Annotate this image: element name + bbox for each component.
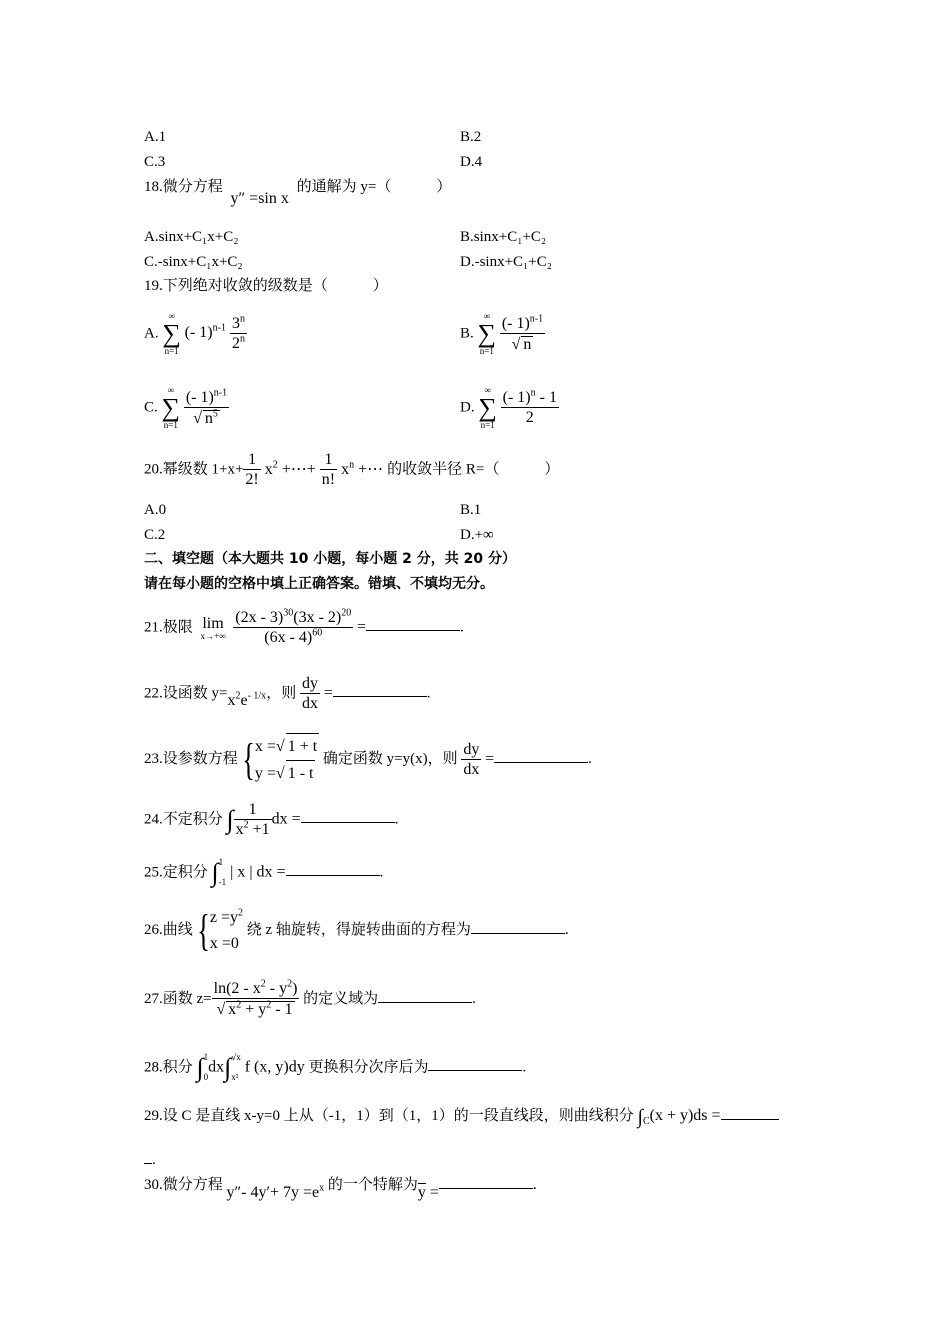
q24-label: 24.不定积分: [144, 811, 223, 828]
integral-sign: ∫: [211, 857, 219, 887]
q26-tail: 绕 z 轴旋转，得旋转曲面的方程为: [246, 922, 471, 939]
q28-formula: f (x, y)dy: [240, 1058, 305, 1076]
q25: 25.定积分 ∫1 -1 | x | dx = .: [144, 857, 384, 887]
q19-option-c: [144, 386, 229, 430]
integral-sign: ∫: [196, 1052, 204, 1082]
q18-equation: y″ =sin x: [230, 190, 289, 207]
q18-option-d: D.-sinx+C₁+C₂: [460, 254, 552, 270]
q21-label: 21.极限: [144, 619, 193, 636]
integral-sign: ∫: [637, 1105, 643, 1128]
q20-label: 20.幂级数 1+x+: [144, 461, 244, 478]
dy-dx: $\frac{dy}{dx}$: [301, 675, 318, 712]
q18-stem: [144, 179, 452, 207]
q22-mid: ，则: [266, 685, 297, 702]
q20-option-a: A.0: [144, 502, 167, 518]
q19-option-b: [460, 312, 545, 356]
integral-sign: ∫: [226, 805, 234, 834]
q20-stem: [144, 452, 559, 488]
q17-option-c: C.3: [144, 154, 166, 170]
q27-formula: $\frac{\ln(2 - x^2 - y^2)}{√ x^2 + y^2 - 1}$: [213, 978, 298, 1018]
sum-sign: ∞ ∑ n=1: [478, 385, 497, 430]
q23-system: x =√ 1 + t y =√ 1 - t: [255, 733, 319, 786]
q18-option-a: A.sinx+C₁x+C₂: [144, 229, 239, 245]
q23: 23.设参数方程{x =√ 1 + t y =√ 1 - t 确定函数 y=y(x)，则 $\frac{dy}{dx}$ = .: [144, 733, 592, 786]
q17-option-b: B.2: [460, 129, 482, 145]
q29-continuation: .: [144, 1150, 156, 1168]
q18-option-b: B.sinx+C₁+C₂: [460, 229, 547, 245]
q19-option-b-label: B.: [460, 325, 474, 342]
q25-answer-blank[interactable]: [286, 862, 380, 876]
q23-mid: 确定函数 y=y(x)，则: [322, 751, 458, 768]
q26: 26.曲线{$z =y^2$ x =0 绕 z 轴旋转，得旋转曲面的方程为 .: [144, 905, 569, 955]
q29-formula: (x + y)ds =: [649, 1107, 721, 1124]
q28: 28.积分 ∫1 0dx∫√x x² f (x, y)dy 更换积分次序后为 .: [144, 1052, 527, 1082]
q23-answer-blank[interactable]: [494, 749, 588, 763]
q29-answer-blank[interactable]: [721, 1106, 779, 1120]
q30-formula: y″- $4y'+ 7y =e^x$: [226, 1182, 325, 1201]
q30-tail: 的一个特解为: [327, 1177, 418, 1193]
q17-option-d: D.4: [460, 154, 483, 170]
q20-tail: 的收敛半径 R=（ ）: [387, 461, 560, 478]
q27-label: 27.函数 z=: [144, 990, 212, 1007]
q30-label: 30.微分方程: [144, 1177, 223, 1193]
q23-label: 23.设参数方程: [144, 751, 238, 768]
sum-sign: ∞ ∑ n=1: [477, 311, 497, 356]
q24-answer-blank[interactable]: [301, 809, 395, 823]
q18-option-c: C.-sinx+C₁x+C₂: [144, 254, 243, 270]
q19-option-c-label: C.: [144, 399, 158, 416]
q22-formula: $x^2e^{- 1/x}$: [227, 691, 267, 710]
q30: 30.微分方程 y″- $4y'+ 7y =e^x$ 的一个特解为$\overline{y}$ = .: [144, 1177, 537, 1201]
section-instructions: 请在每小题的空格中填上正确答案。错填、不填均无分。: [144, 576, 494, 592]
q19-option-d-label: D.: [460, 399, 475, 416]
q20-option-d: D.+∞: [460, 527, 494, 543]
q20-formula: $\frac{1}{2!}$ $x^2$ +⋯+ $\frac{1}{n!}$ $x^n$ +⋯: [245, 451, 388, 488]
q18-label: 18.微分方程: [144, 179, 223, 195]
q18-tail: 的通解为 y=（ ）: [296, 179, 452, 195]
q20-option-b: B.1: [460, 502, 482, 518]
q24-formula: $\frac{1}{x^2 +1}$: [235, 801, 270, 838]
q21-answer-blank[interactable]: [366, 617, 460, 631]
q20-option-c: C.2: [144, 527, 166, 543]
q30-answer-blank[interactable]: [439, 1175, 533, 1189]
q25-label: 25.定积分: [144, 864, 208, 881]
q26-answer-blank[interactable]: [471, 920, 565, 934]
q29-label: 29.设 C 是直线 x-y=0 上从（-1，1）到（1，1）的一段直线段，则曲线积分: [144, 1108, 634, 1124]
integral-sign: ∫: [224, 1052, 232, 1082]
dy-dx: $\frac{dy}{dx}$: [463, 740, 480, 778]
lim-sign: lim x→+∞: [200, 614, 226, 641]
q29-answer-blank-cont[interactable]: [144, 1150, 152, 1164]
q22: 22.设函数 $y=x^2e^{- 1/x}$，则 $\frac{dy}{dx}$ = .: [144, 675, 431, 712]
q19-c-formula: $\frac{(- 1)^{n-1}}{√ n^5}$: [185, 387, 228, 427]
q19-b-formula: $\frac{(- 1)^{n-1}}{√ n}$: [501, 313, 544, 353]
q29: 29.设 C 是直线 x-y=0 上从（-1，1）到（1，1）的一段直线段，则曲线积分 $\int_C(x + y)ds$ =: [144, 1106, 779, 1127]
section-title: 二、填空题（本大题共 10 小题，每小题 2 分，共 20 分）: [144, 551, 516, 567]
q25-formula: | x | dx =: [226, 863, 286, 881]
q28-label: 28.积分: [144, 1059, 193, 1076]
q28-tail: 更换积分次序后为: [308, 1059, 429, 1076]
q27-answer-blank[interactable]: [378, 989, 472, 1003]
q24: 24.不定积分 ∫ $\frac{1}{x^2 +1}$ dx = .: [144, 801, 399, 838]
q19-d-formula: $\frac{(- 1)^n - 1}{2}$: [502, 387, 557, 426]
q22-answer-blank[interactable]: [333, 683, 427, 697]
brace: {: [241, 734, 255, 784]
q22-label: 22.设函数 y=: [144, 685, 228, 702]
q19-stem: 19.下列绝对收敛的级数是（ ）: [144, 278, 388, 294]
sum-sign: ∞ ∑ n=1: [161, 385, 181, 430]
q27-tail: 的定义域为: [303, 990, 379, 1007]
sum-sign: ∞ ∑ n=1: [162, 311, 181, 356]
q17-option-a: A.1: [144, 129, 167, 145]
q26-system: $z =y^2$ x =0: [209, 907, 244, 952]
brace: {: [196, 905, 210, 955]
q19-option-a-label: A.: [144, 325, 159, 342]
q26-label: 26.曲线: [144, 922, 193, 939]
q28-answer-blank[interactable]: [428, 1057, 522, 1071]
q19-a-formula: (- 1)$^{n-1}$ $\frac{3^n}{2^n}$: [184, 313, 245, 352]
q27: 27.函数 z= $\frac{\ln(2 - x^2 - y^2)}{√ x^2 + y^2 - 1}$ 的定义域为 .: [144, 978, 476, 1018]
q19-option-d: [460, 386, 559, 430]
q19-option-a: [144, 312, 247, 356]
q21-formula: $\frac{(2x - 3)^{30}(3x - 2)^{20}}{(6x - 4)^{60}}$: [235, 607, 352, 646]
q21: 21.极限 lim x→+∞ $\frac{(2x - 3)^{30}(3x - 2)^{20}}{(6x - 4)^{60}}$ = .: [144, 607, 464, 646]
